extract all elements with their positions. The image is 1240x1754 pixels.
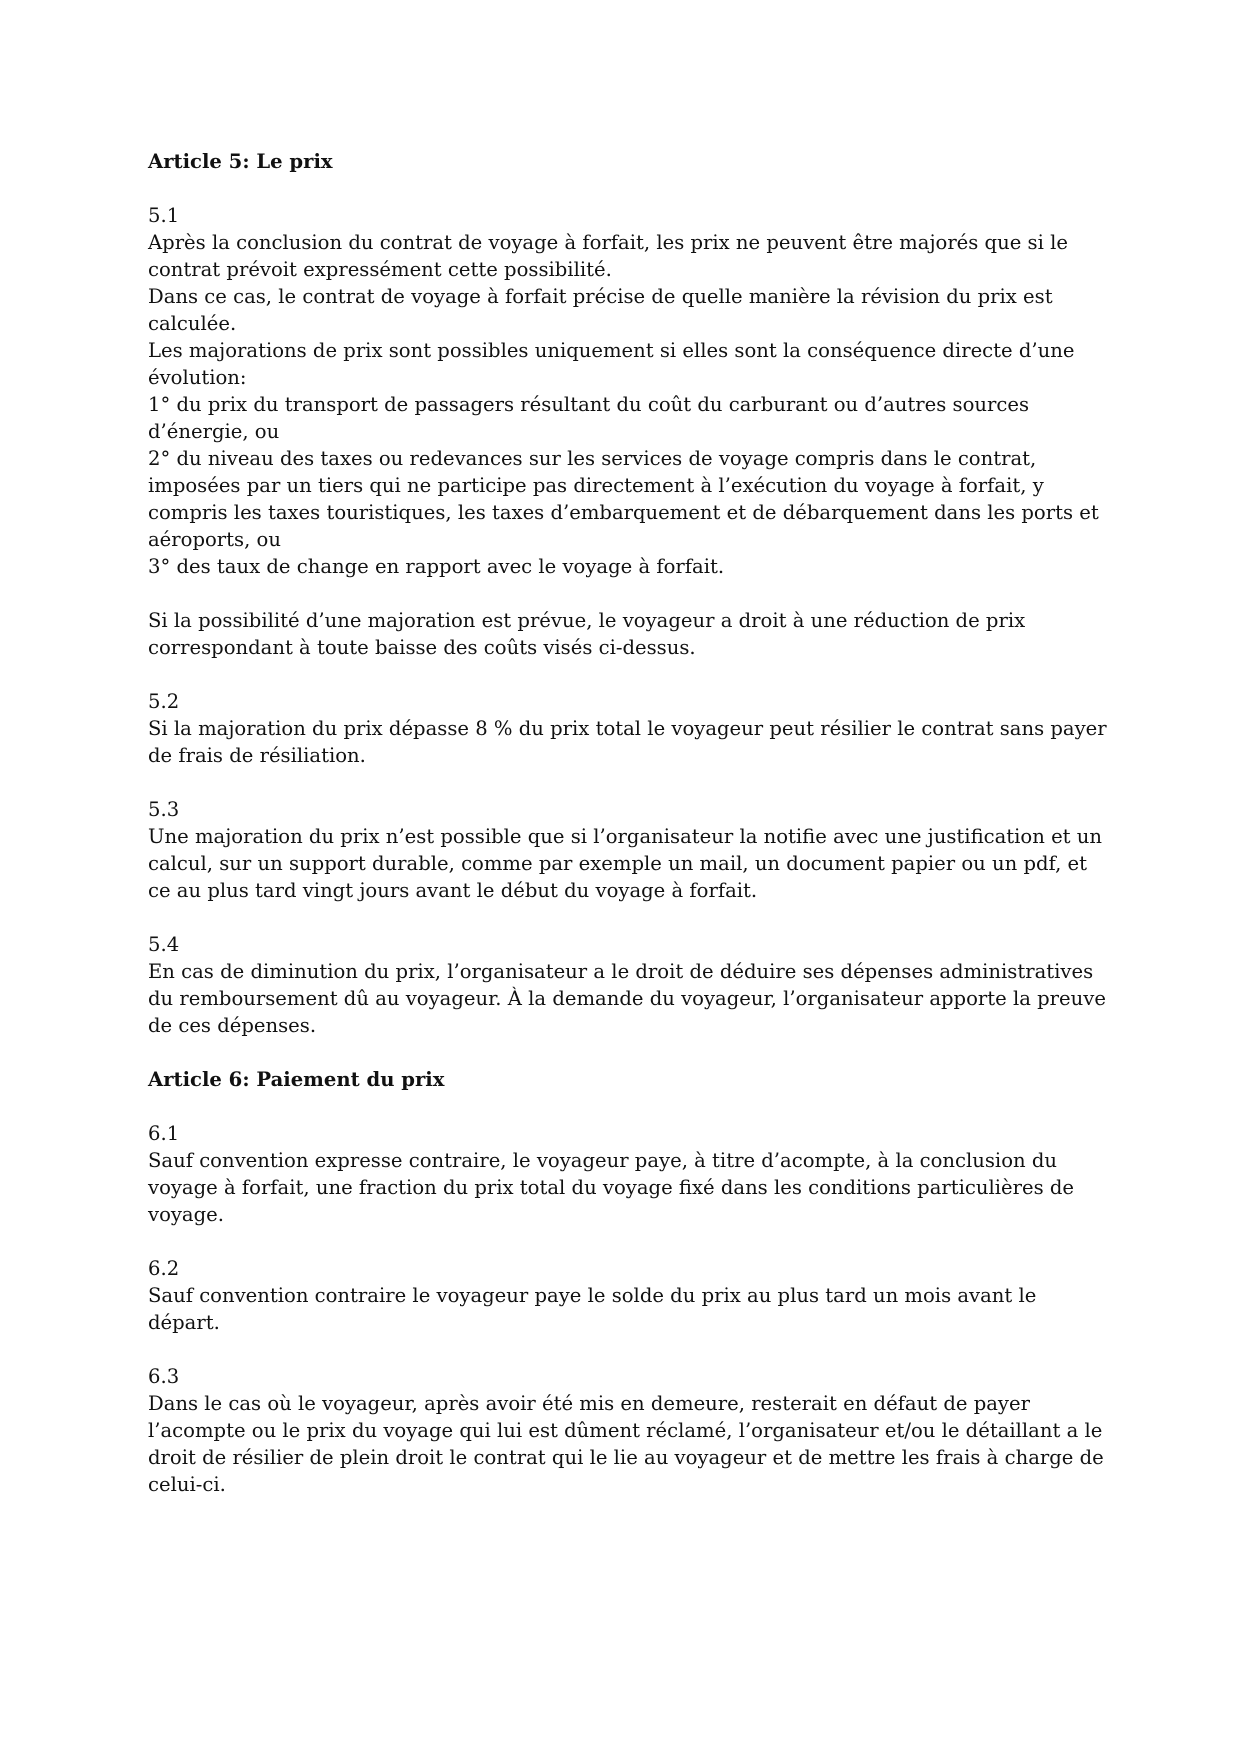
list-item: 2° du niveau des taxes ou redevances sur les services de voyage compris dans le contrat, imposées par un tiers qui ne participe pas directement à l’exécution du voyage à forfait, y compris les taxes touristiques, les taxes d’embarquement et de débarquement dans les ports et aéroports, ou — [148, 447, 1099, 551]
section-number: 5.2 — [148, 690, 180, 713]
section-5-2 — [148, 688, 1108, 769]
paragraph: Sauf convention contraire le voyageur paye le solde du prix au plus tard un mois avant le départ. — [148, 1284, 1037, 1334]
section-number: 6.1 — [148, 1122, 180, 1145]
section-6-3 — [148, 1363, 1108, 1498]
paragraph: Une majoration du prix n’est possible que si l’organisateur la notifie avec une justification et un calcul, sur un support durable, comme par exemple un mail, un document papier ou un pdf, et ce au plus tard vingt jours avant le début du voyage à forfait. — [148, 825, 1103, 902]
article-5-heading: Article 5: Le prix — [148, 150, 333, 173]
section-number: 6.3 — [148, 1365, 180, 1388]
section-6-2 — [148, 1255, 1108, 1336]
paragraph: Dans ce cas, le contrat de voyage à forfait précise de quelle manière la révision du prix est calculée. — [148, 285, 1053, 335]
paragraph: Les majorations de prix sont possibles uniquement si elles sont la conséquence directe d’une évolution: — [148, 339, 1075, 389]
section-6-1 — [148, 1120, 1108, 1228]
section-number: 5.3 — [148, 798, 180, 821]
section-number: 6.2 — [148, 1257, 180, 1280]
paragraph: Si la majoration du prix dépasse 8 % du prix total le voyageur peut résilier le contrat sans payer de frais de résiliation. — [148, 717, 1107, 767]
section-5-1 — [148, 202, 1108, 661]
section-5-4 — [148, 931, 1108, 1039]
article-6-heading: Article 6: Paiement du prix — [148, 1068, 445, 1091]
list-item: 1° du prix du transport de passagers résultant du coût du carburant ou d’autres sources d’énergie, ou — [148, 393, 1030, 443]
section-number: 5.1 — [148, 204, 180, 227]
paragraph: Après la conclusion du contrat de voyage à forfait, les prix ne peuvent être majorés que si le contrat prévoit expressément cette possibilité. — [148, 231, 1068, 281]
paragraph: Sauf convention expresse contraire, le voyageur paye, à titre d’acompte, à la conclusion du voyage à forfait, une fraction du prix total du voyage fixé dans les conditions particulières de voyage. — [148, 1149, 1074, 1226]
section-number: 5.4 — [148, 933, 180, 956]
list-item: 3° des taux de change en rapport avec le voyage à forfait. — [148, 555, 725, 578]
document-body — [148, 148, 1108, 1525]
paragraph: Si la possibilité d’une majoration est prévue, le voyageur a droit à une réduction de prix correspondant à toute baisse des coûts visés ci-dessus. — [148, 609, 1026, 659]
paragraph: En cas de diminution du prix, l’organisateur a le droit de déduire ses dépenses administratives du remboursement dû au voyageur. À la demande du voyageur, l’organisateur apporte la preuve de ces dépenses. — [148, 960, 1106, 1037]
section-5-3 — [148, 796, 1108, 904]
paragraph: Dans le cas où le voyageur, après avoir été mis en demeure, resterait en défaut de payer l’acompte ou le prix du voyage qui lui est dûment réclamé, l’organisateur et/ou le détaillant a le droit de résilier de plein droit le contrat qui le lie au voyageur et de mettre les frais à charge de celui-ci. — [148, 1392, 1104, 1496]
